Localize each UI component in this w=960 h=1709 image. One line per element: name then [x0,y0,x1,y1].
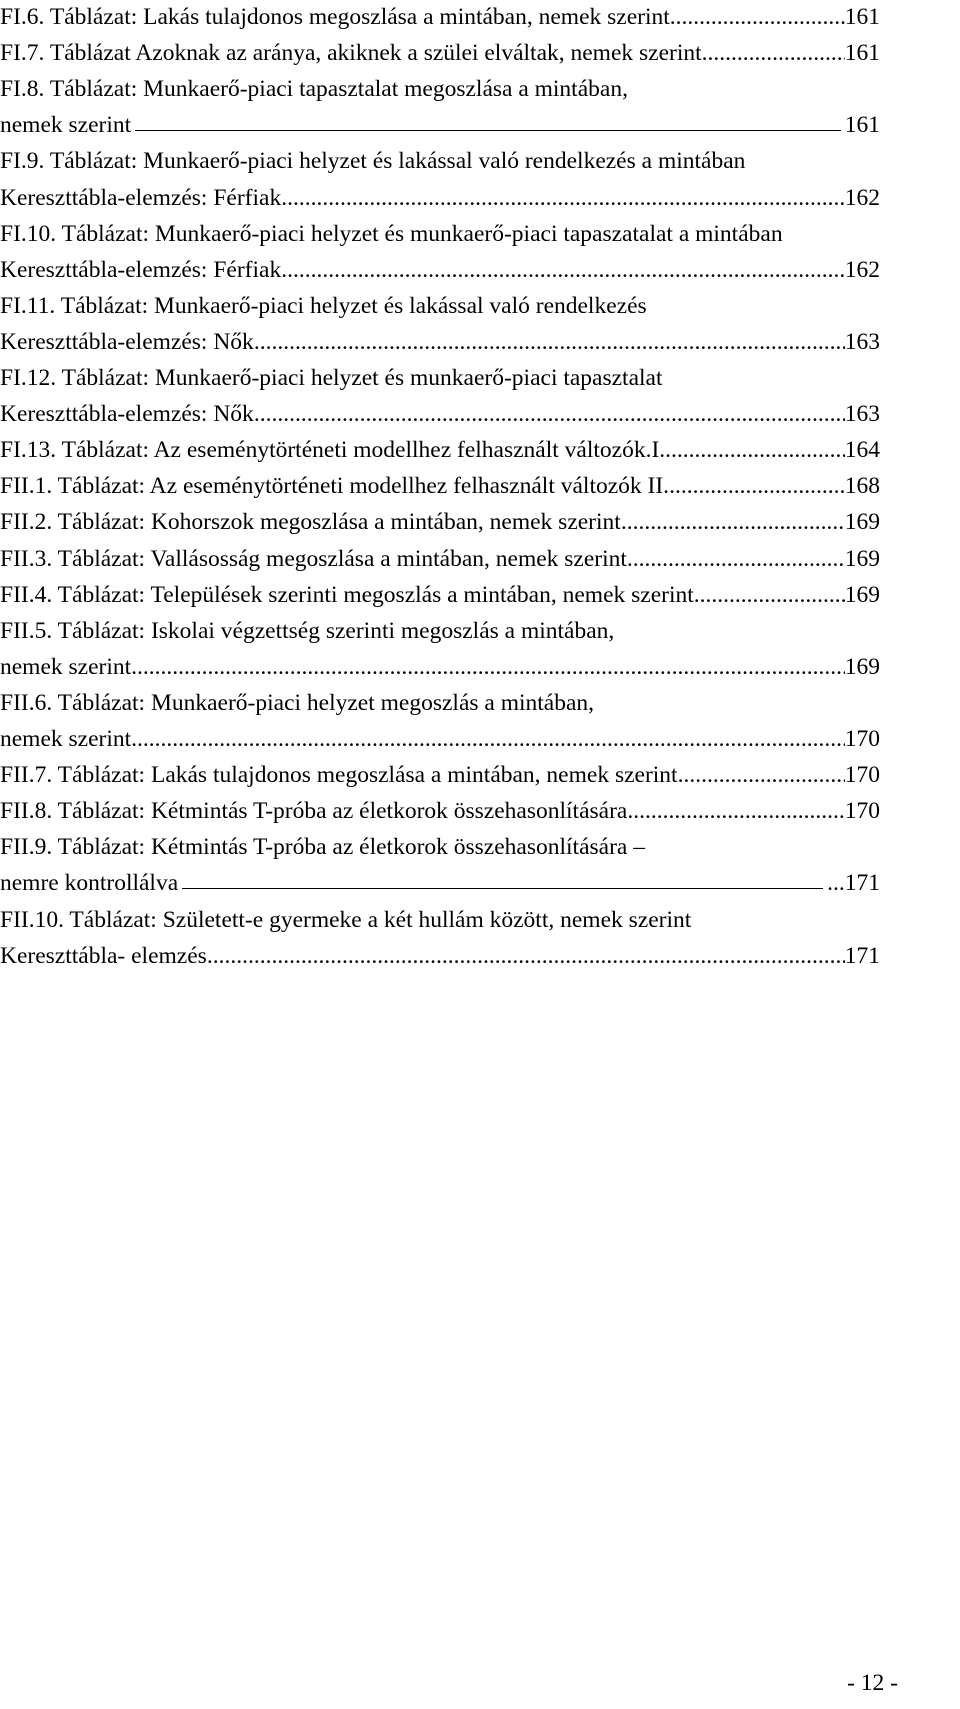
toc-entry-title: FI.6. Táblázat: Lakás tulajdonos megoszlása a mintában, nemek szerint [0,4,670,30]
toc-leader [627,796,844,826]
toc-leader [702,38,845,68]
toc-page-number: 162 [844,256,880,283]
toc-line [0,471,880,507]
toc-entry-title: Kereszttábla-elemzés: Férfiak [0,256,282,283]
page-number: - 12 - [847,1670,898,1696]
toc-line [0,327,880,363]
toc-line [0,363,880,399]
toc-leader [254,327,845,357]
toc-line [0,544,880,580]
toc-page-number: 169 [844,653,880,680]
toc-leader [678,760,845,790]
toc-page-number: 169 [844,509,880,536]
toc-entry-title: FII.5. Táblázat: Iskolai végzettség szerinti megoszlás a mintában, [0,617,615,644]
toc-leader [665,435,845,465]
toc-page-number: 171 [844,942,880,969]
toc-entry-title: nemek szerint [0,653,132,680]
toc-page-number: 170 [844,762,880,789]
toc-entry-title: FII.8. Táblázat: Kétmintás T-próba az életkorok összehasonlítására [0,798,628,825]
toc-leader [135,110,841,131]
toc-page-number: 169 [844,545,880,572]
toc-line [0,38,880,74]
toc-line [0,868,880,904]
toc-entry-title: FI.10. Táblázat: Munkaerő-piaci helyzet és munkaerő-piaci tapaszatalat a mintában [0,220,783,247]
toc-leader [670,2,845,32]
toc-entry-title: nemek szerint [0,112,132,139]
toc-entry-title: Kereszttábla-elemzés: Férfiak [0,184,282,211]
toc-leader [627,544,845,574]
toc-leader [207,941,845,971]
toc-page-number: 170 [844,798,880,825]
toc-page-number: 164 [844,437,880,464]
toc-line [0,832,880,868]
toc-entry-title: FII.10. Táblázat: Született-e gyermeke a két hullám között, nemek szerint [0,906,692,933]
toc-leader [281,255,845,285]
toc-page-number: 163 [844,401,880,428]
toc-leader [669,471,845,501]
toc-leader [182,868,823,889]
toc-entry-title: FI.11. Táblázat: Munkaerő-piaci helyzet és lakással való rendelkezés [0,292,647,319]
toc-line [0,110,880,146]
toc-entry-title: FI.9. Táblázat: Munkaerő-piaci helyzet és lakással való rendelkezés a mintában [0,148,746,175]
toc-entry-title: Kereszttábla-elemzés: Nők [0,401,254,428]
toc-line [0,905,880,941]
toc-entry-title: FII.4. Táblázat: Települések szerinti megoszlás a mintában, nemek szerint [0,581,694,608]
toc-line [0,291,880,327]
toc-entry-title: Kereszttábla-elemzés: Nők [0,328,254,355]
toc-entry-title: FII.9. Táblázat: Kétmintás T-próba az életkorok összehasonlítására – [0,834,645,861]
toc-page-number: 168 [844,473,880,500]
toc-page-number: 170 [844,726,880,752]
toc-line [0,652,880,688]
toc-line [0,580,880,616]
toc-line [0,2,880,38]
toc-line [0,146,880,182]
toc-entry-title: FI.13. Táblázat: Az eseménytörténeti modellhez felhasznált változók.I. [0,437,666,464]
toc-leader [254,399,845,429]
toc-leader [621,507,845,537]
toc-line [0,219,880,255]
toc-entry-title: nemre kontrollálva [0,870,179,897]
toc-page-number: ...171 [827,870,880,897]
toc-line [0,688,880,724]
toc-line [0,399,880,435]
toc-line [0,507,880,543]
toc-page-number: 161 [844,112,880,139]
toc-line [0,616,880,652]
toc-entry-title: FI.8. Táblázat: Munkaerő-piaci tapasztalat megoszlása a mintában, [0,76,628,103]
toc-entry-title: FI.12. Táblázat: Munkaerő-piaci helyzet és munkaerő-piaci tapasztalat [0,365,663,391]
toc-line [0,74,880,110]
toc-leader [131,724,845,754]
toc-leader [131,652,845,682]
toc-page-number: 161 [844,40,880,67]
toc-entry-title: FII.6. Táblázat: Munkaerő-piaci helyzet megoszlás a mintában, [0,689,595,716]
toc-entry-title: FII.7. Táblázat: Lakás tulajdonos megoszlása a mintában, nemek szerint [0,762,678,789]
toc-entry-title: FII.3. Táblázat: Vallásosság megoszlása a mintában, nemek szerint [0,545,627,572]
toc-line [0,796,880,832]
toc-entry-title: Kereszttábla- elemzés [0,942,207,969]
toc-entry-title: FII.2. Táblázat: Kohorszok megoszlása a mintában, nemek szerint [0,509,621,536]
toc-page-number: 161 [844,4,880,30]
toc-leader [694,580,845,610]
toc-leader [281,183,845,213]
toc-entry-title: nemek szerint [0,726,132,752]
toc-entry-title: FI.7. Táblázat Azoknak az aránya, akiknek a szülei elváltak, nemek szerint [0,40,702,67]
toc-line [0,941,880,977]
toc-line [0,435,880,471]
toc-line [0,255,880,291]
toc-line [0,183,880,219]
toc-page-number: 162 [844,184,880,211]
toc-page-number: 169 [844,581,880,608]
toc-line [0,724,880,760]
toc-entry-title: FII.1. Táblázat: Az eseménytörténeti modellhez felhasznált változók II. [0,473,670,500]
toc-page-number: 163 [844,328,880,355]
toc-line [0,760,880,796]
